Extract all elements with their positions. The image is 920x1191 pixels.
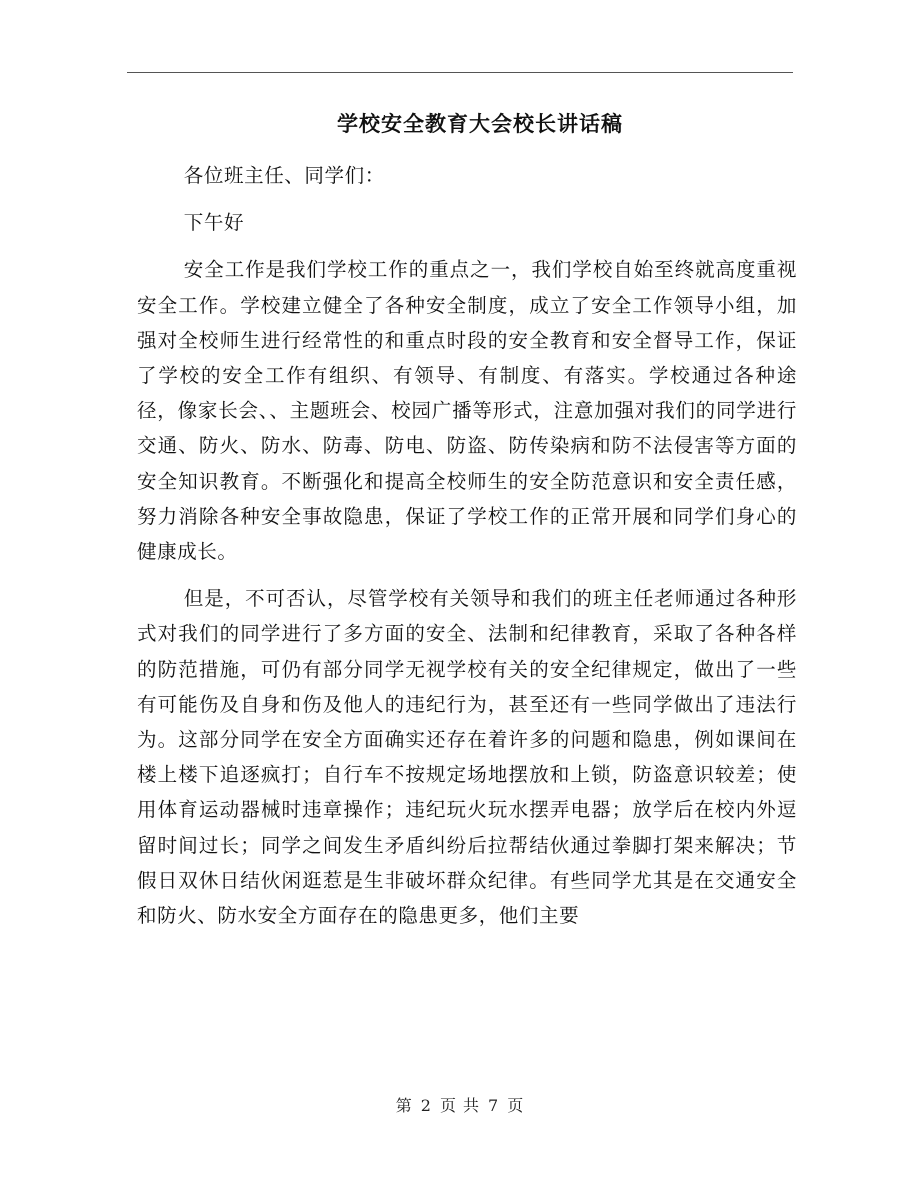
body-paragraph-problems: 但是，不可否认，尽管学校有关领导和我们的班主任老师通过各种形式对我们的同学进行了多方面的安全、法制和纪律教育，采取了各种各样的防范措施，可仍有部分同学无视学校有关的安全纪律规定，做出了一些有可能伤及自身和伤及他人的违纪行为，甚至还有一些同学做出了违法行为。这部分同学在安全方面确实还存在着许多的问题和隐患，例如课间在楼上楼下追逐疯打；自行车不按规定场地摆放和上锁，防盗意识较差；使用体育运动器械时违章操作；违纪玩火玩水摆弄电器；放学后在校内外逗留时间过长；同学之间发生矛盾纠纷后拉帮结伙通过拳脚打架来解决；节假日双休日结伙闲逛惹是生非破坏群众纪律。有些同学尤其是在交通安全和防火、防水安全方面存在的隐患更多，他们主要 [137, 587, 797, 928]
page-label-mid: 页 共 [439, 1096, 481, 1115]
total-pages-number: 7 [488, 1096, 500, 1115]
page-label-prefix: 第 [395, 1096, 413, 1115]
header-rule [127, 72, 793, 73]
document-body [137, 158, 797, 945]
greeting-paragraph: 下午好 [183, 211, 245, 235]
body-paragraph-safety-work: 安全工作是我们学校工作的重点之一，我们学校自始至终就高度重视安全工作。学校建立健全了各种安全制度，成立了安全工作领导小组，加强对全校师生进行经常性的和重点时段的安全教育和安全督导工作，保证了学校的安全工作有组织、有领导、有制度、有落实。学校通过各种途径，像家长会、、主题班会、校园广播等形式，注意加强对我们的同学进行交通、防火、防水、防毒、防电、防盗、防传染病和防不法侵害等方面的安全知识教育。不断强化和提高全校师生的安全防范意识和安全责任感，努力消除各种安全事故隐患，保证了学校工作的正常开展和同学们身心的健康成长。 [137, 258, 797, 564]
page-label-suffix: 页 [507, 1096, 525, 1115]
document-title: 学校安全教育大会校长讲话稿 [337, 111, 623, 136]
current-page-number: 2 [420, 1096, 432, 1115]
page-number-footer [0, 1096, 920, 1116]
salutation-paragraph: 各位班主任、同学们： [183, 164, 385, 187]
